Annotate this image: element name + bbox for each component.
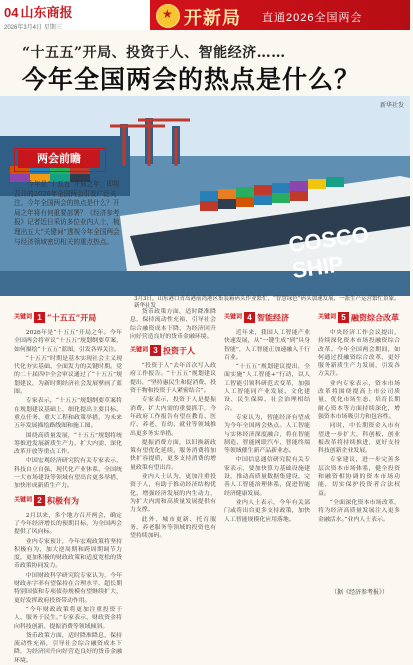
section-title: “十五五”开局 <box>47 312 97 323</box>
paragraph: 中央经济工作会议提出，持续深化资本市场投融资综合改革。今年全国两会期间，如何通过投融资综合改革，更好服务新质生产力发展，引发各方关注。 <box>318 330 400 378</box>
section-keyword: 关键词 <box>318 314 337 321</box>
column-subtitle: 直通2026全国两会 <box>262 12 363 24</box>
column-1 <box>14 308 122 664</box>
section-keyword: 关键词 <box>224 314 243 321</box>
section-number: 2 <box>34 495 45 506</box>
section-title: 融资综合改革 <box>351 312 400 323</box>
section-number: 4 <box>244 312 255 323</box>
paragraph: “十五五”时期是基本实现社会主义现代化夯实基础、全面发力的关键时期。党的二十届四中全会审议通过了“十五五”规划建议，为新时期经济社会发展擘画了蓝图。 <box>14 355 122 396</box>
section-title: 投资于人 <box>163 345 196 356</box>
masthead <box>0 0 410 30</box>
masthead-left <box>4 2 72 31</box>
paragraph: “十五五”规划建议提出，全面实施“人工智能+”行动，以人工智能引领科研范式变革，加强人工智能同产业发展、文化建设、民生保障、社会治理相结合。 <box>224 364 310 412</box>
paragraph: 同时，中长期资金入市有望进一步扩大，科创板、创业板改革将持续推进，更好支持科技创新企业发展。 <box>318 423 400 455</box>
paragraph: 提振消费方面，以旧换新政策有望优化延续，服务消费将加快扩容提质，更多支持消费的增量政策有望出台。 <box>130 439 216 471</box>
section-4-heading <box>224 312 310 325</box>
paragraph: 专家表示，投资于人是提振消费、扩大内需的重要抓手，今年政府工作报告有望在教育、医疗、养老、育幼、就业等领域推出更多务实举措。 <box>130 397 216 437</box>
paragraph: “投资于人”去年首次写入政府工作报告。“十五五”规划建议提出，“坚持惠民生和促消费、投资于物和投资于人紧密结合”。 <box>130 363 216 395</box>
ship-name-label: COSCO SHIP <box>286 221 371 284</box>
paragraph: “全面深化资本市场改革，将为经济高质量发展注入更多金融活水。”业内人士表示。 <box>318 499 400 523</box>
paragraph: 2026年是“十五五”开局之年。今年全国两会将审议“十五五”规划纲要草案，如何描绘“十五五”蓝图，引发各界关注。 <box>14 330 122 353</box>
intro-paragraph: 今年是“十五五”开局之年，即将召开的2026年全国两会引发广泛关注。今年全国两会的热点是什么？开局之年将有何重要部署？《经济参考报》记者近日采访多位业内人士，梳理出五大“关键词”透视今年全国两会与经济领域密切相关的重点热点。 <box>14 180 120 246</box>
section-title: 积极有为 <box>47 494 80 505</box>
section-keyword: 关键词 <box>14 496 33 503</box>
column-2 <box>130 308 216 588</box>
paragraph: 中国财政科学研究院专家认为，今年财政赤字率有望保持在合理水平，超长期特别国债和专项债券规模有望继续扩大，更好发挥政府投资带动作用。 <box>14 572 122 604</box>
photo-credit: 新华社发 <box>379 102 404 109</box>
paragraph: 专家表示，“十五五”规划纲要草案将在规划建议基础上，细化提出主要目标、重点任务、重大工程和政策举措，为未来五年发展描绘路线图和施工图。 <box>14 398 122 430</box>
section-3-heading <box>130 345 216 358</box>
section-keyword: 关键词 <box>14 314 33 321</box>
source-credit: （据《经济参考报》） <box>330 589 388 596</box>
section-number: 3 <box>150 345 161 356</box>
paragraph: “今年财政政策将更加注重投资于人、服务于民生。”专家表示，财政资金将向科技创新、提振消费等领域倾斜。 <box>14 606 122 630</box>
newspaper-name: 山东商报 <box>20 5 73 20</box>
column-name: 开新局 <box>184 8 241 29</box>
paragraph: 近年来，我国人工智能产业快速发展，从“一键生成”到“具身智能”，人工智能正加速融入千行百业。 <box>224 330 310 361</box>
paragraph: 业内人士认为，更加注重投资于人，有助于推动经济结构优化，增强经济发展的内生动力，为扩大内需和高质量发展提供有力支撑。 <box>130 474 216 514</box>
paragraph: 2月以来，多个地方召开两会，确定了今年经济增长的预期目标，为全国两会提供了风向标。 <box>14 512 122 536</box>
article-kicker: “十五五”开局、投资于人、智能经济…… <box>22 45 286 61</box>
section-title: 智能经济 <box>257 312 290 323</box>
paragraph: 业内专家表示，资本市场改革将围绕提高上市公司质量、优化市场生态、培育长期耐心资本等方面持续深化，增强资本市场吸引力和包容性。 <box>318 380 400 420</box>
paragraph: 中国信息通信研究院有关专家表示，要加快算力基础设施建设，推动高质量数据集建设，完善人工智能治理体系，促进智能经济健康发展。 <box>224 457 310 497</box>
paragraph: 货币政策方面，适时降准降息，保持流动性充裕，引导社会综合融资成本下降，为经济回升向好营造良好的货币金融环境。 <box>14 632 122 664</box>
paragraph: 此外，城市更新、托育服务、养老服务等领域的投资也有望持续加码。 <box>130 516 216 540</box>
column-3 <box>224 308 310 588</box>
paragraph: 中国宏观经济研究院有关专家表示，科技自立自强、现代化产业体系、全国统一大市场建设等领域有望出台更多举措，加快形成新质生产力。 <box>14 458 122 490</box>
paragraph: 专家建议，进一步完善多层次资本市场体系，健全投资和融资相协调的资本市场功能，切实保护投资者合法权益。 <box>318 457 400 497</box>
section-number: 1 <box>34 312 45 323</box>
paragraph: 货币政策方面，适时降准降息，保持流动性充裕，引导社会综合融资成本下降，为经济回升向好营造良好的货币金融环境。 <box>130 309 216 340</box>
section-2-heading <box>14 495 122 508</box>
paragraph: 业内专家预计，今年宏观政策将坚持积极有为，加大逆周期和跨周期调节力度，更加积极的财政政策和适度宽松的货币政策协同发力。 <box>14 538 122 570</box>
issue-date: 2026年3月4日 星期三 <box>4 25 62 31</box>
photo-caption: 3月3日，山东港口青岛港前湾港区集装箱码头作业繁忙，“智慧绿色”码头加速发展，一派生产运营繁忙景象。新华社发 <box>134 296 400 309</box>
section-banner: 两会前瞻 <box>18 150 100 168</box>
article-headline: 今年全国两会的热点是什么？ <box>22 65 361 94</box>
section-5-heading <box>318 312 400 325</box>
paragraph: 围绕高质量发展，“十五五”规划将统筹推进发展新质生产力、扩大内需、深化改革开放等重点工作。 <box>14 432 122 456</box>
national-emblem-icon <box>156 4 180 28</box>
page-number: 04 <box>4 5 19 20</box>
section-1-heading <box>14 312 122 325</box>
column-4 <box>318 308 400 580</box>
paragraph: 专家认为，智能经济有望成为今年全国两会热点。人工智能与实体经济深度融合，将在智能制造、智能网联汽车、智能终端等领域催生新产品新业态。 <box>224 414 310 455</box>
section-keyword: 关键词 <box>130 347 149 354</box>
section-number: 5 <box>338 312 349 323</box>
paragraph: 业内人士表示，今年有关部门或将出台更多支持政策，加快人工智能规模化应用落地。 <box>224 499 310 523</box>
